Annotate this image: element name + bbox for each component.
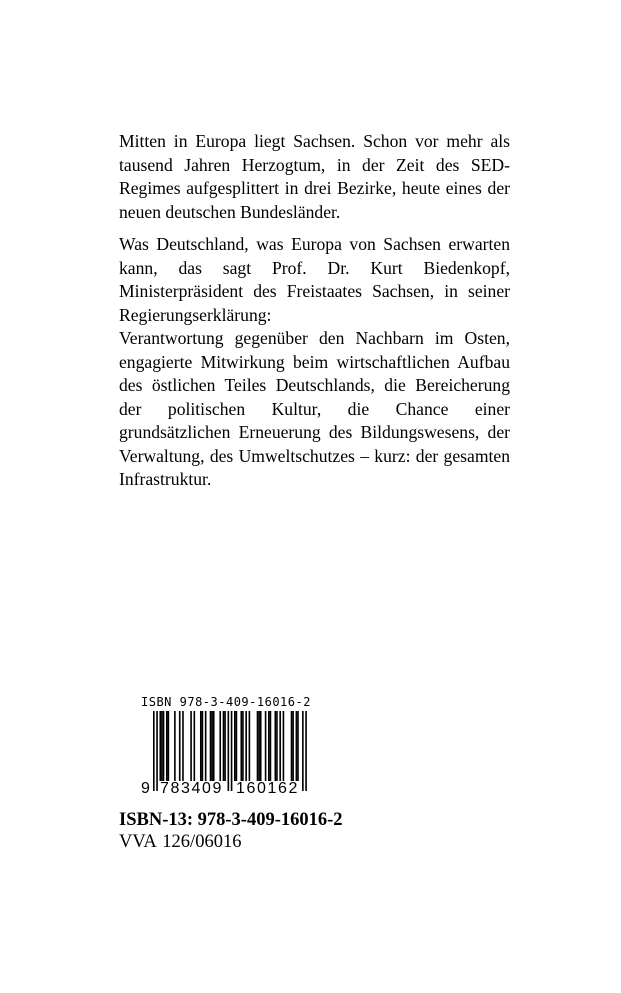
barcode-bar	[265, 711, 267, 781]
blurb-paragraph-2-body: Verantwortung gegenüber den Nachbarn im Osten, engagierte Mitwirkung beim wirtschaftlichen Aufbau des östlichen Teiles Deutschlands, die Bereicherung der politischen Kultur, die Chance einer grundsätzlichen Erneuerung des Bildungswesens, der Verwaltung, des Umweltschutzes – kurz: der gesamten Infrastruktur.	[119, 328, 510, 489]
barcode-bar	[296, 711, 298, 781]
barcode-bar	[258, 711, 260, 781]
barcode-bar	[219, 711, 221, 781]
barcode-bar	[168, 711, 170, 781]
barcode-bar	[268, 711, 270, 781]
barcode-bar	[163, 711, 165, 781]
blurb-paragraph-2	[119, 233, 510, 492]
isbn13-label: ISBN-13: 978-3-409-16016-2	[119, 810, 343, 830]
barcode-bar	[211, 711, 213, 781]
barcode-bar	[297, 711, 299, 781]
barcode-bar	[270, 711, 272, 781]
barcode-bar	[156, 711, 158, 791]
barcode-bar	[279, 711, 281, 781]
barcode-bar	[234, 711, 236, 781]
barcode-bar	[292, 711, 294, 781]
blurb-paragraph-1	[119, 130, 510, 224]
blurb-paragraph-1-text: Mitten in Europa liegt Sachsen. Schon vor mehr als tausend Jahren Herzogtum, in der Zeit des SED-Regimes aufgesplittert in drei Bezirke, heute eines der neuen deutschen Bundesländer.	[119, 131, 510, 222]
barcode-bar	[194, 711, 196, 781]
barcode-bar	[291, 711, 293, 781]
barcode-bar	[166, 711, 168, 781]
barcode-bar	[305, 711, 307, 791]
barcode-bar	[210, 711, 212, 781]
barcode-bar	[224, 711, 226, 781]
barcode-bar	[240, 711, 242, 781]
barcode-bar	[260, 711, 262, 781]
barcode-bar	[202, 711, 204, 781]
vva-number: VVA 126/06016	[119, 832, 242, 852]
barcode-bar	[228, 711, 230, 791]
barcode-isbn-caption: ISBN 978-3-409-16016-2	[141, 695, 311, 709]
barcode-first-digit: 9	[141, 780, 152, 797]
barcode-bar	[190, 711, 192, 781]
barcode-bar	[276, 711, 278, 781]
barcode-bar	[236, 711, 238, 781]
barcode-bar	[249, 711, 251, 781]
blurb-paragraph-2-intro: Was Deutschland, was Europa von Sachsen erwarten kann, das sagt Prof. Dr. Kurt Biedenkopf, Ministerpräsident des Freistaates Sachsen, in seiner Regierungserklärung:	[119, 234, 510, 325]
barcode-bar	[161, 711, 163, 781]
barcode-bar	[245, 711, 247, 781]
barcode-bar	[159, 711, 161, 781]
barcode-bar	[242, 711, 244, 781]
barcode-bar	[174, 711, 176, 781]
barcode-left-digits: 783409	[160, 780, 223, 797]
barcode-bar	[182, 711, 184, 781]
barcode-bar	[200, 711, 202, 781]
barcode-bar	[302, 711, 304, 791]
barcode-right-digits: 160162	[236, 780, 299, 797]
barcode-bar	[283, 711, 285, 781]
barcode-bar	[231, 711, 233, 791]
barcode-bar	[205, 711, 207, 781]
barcode-bar	[153, 711, 155, 791]
barcode-bar	[257, 711, 259, 781]
barcode-bar	[275, 711, 277, 781]
barcode-bar	[223, 711, 225, 781]
barcode-bar	[213, 711, 215, 781]
barcode-bar	[179, 711, 181, 781]
